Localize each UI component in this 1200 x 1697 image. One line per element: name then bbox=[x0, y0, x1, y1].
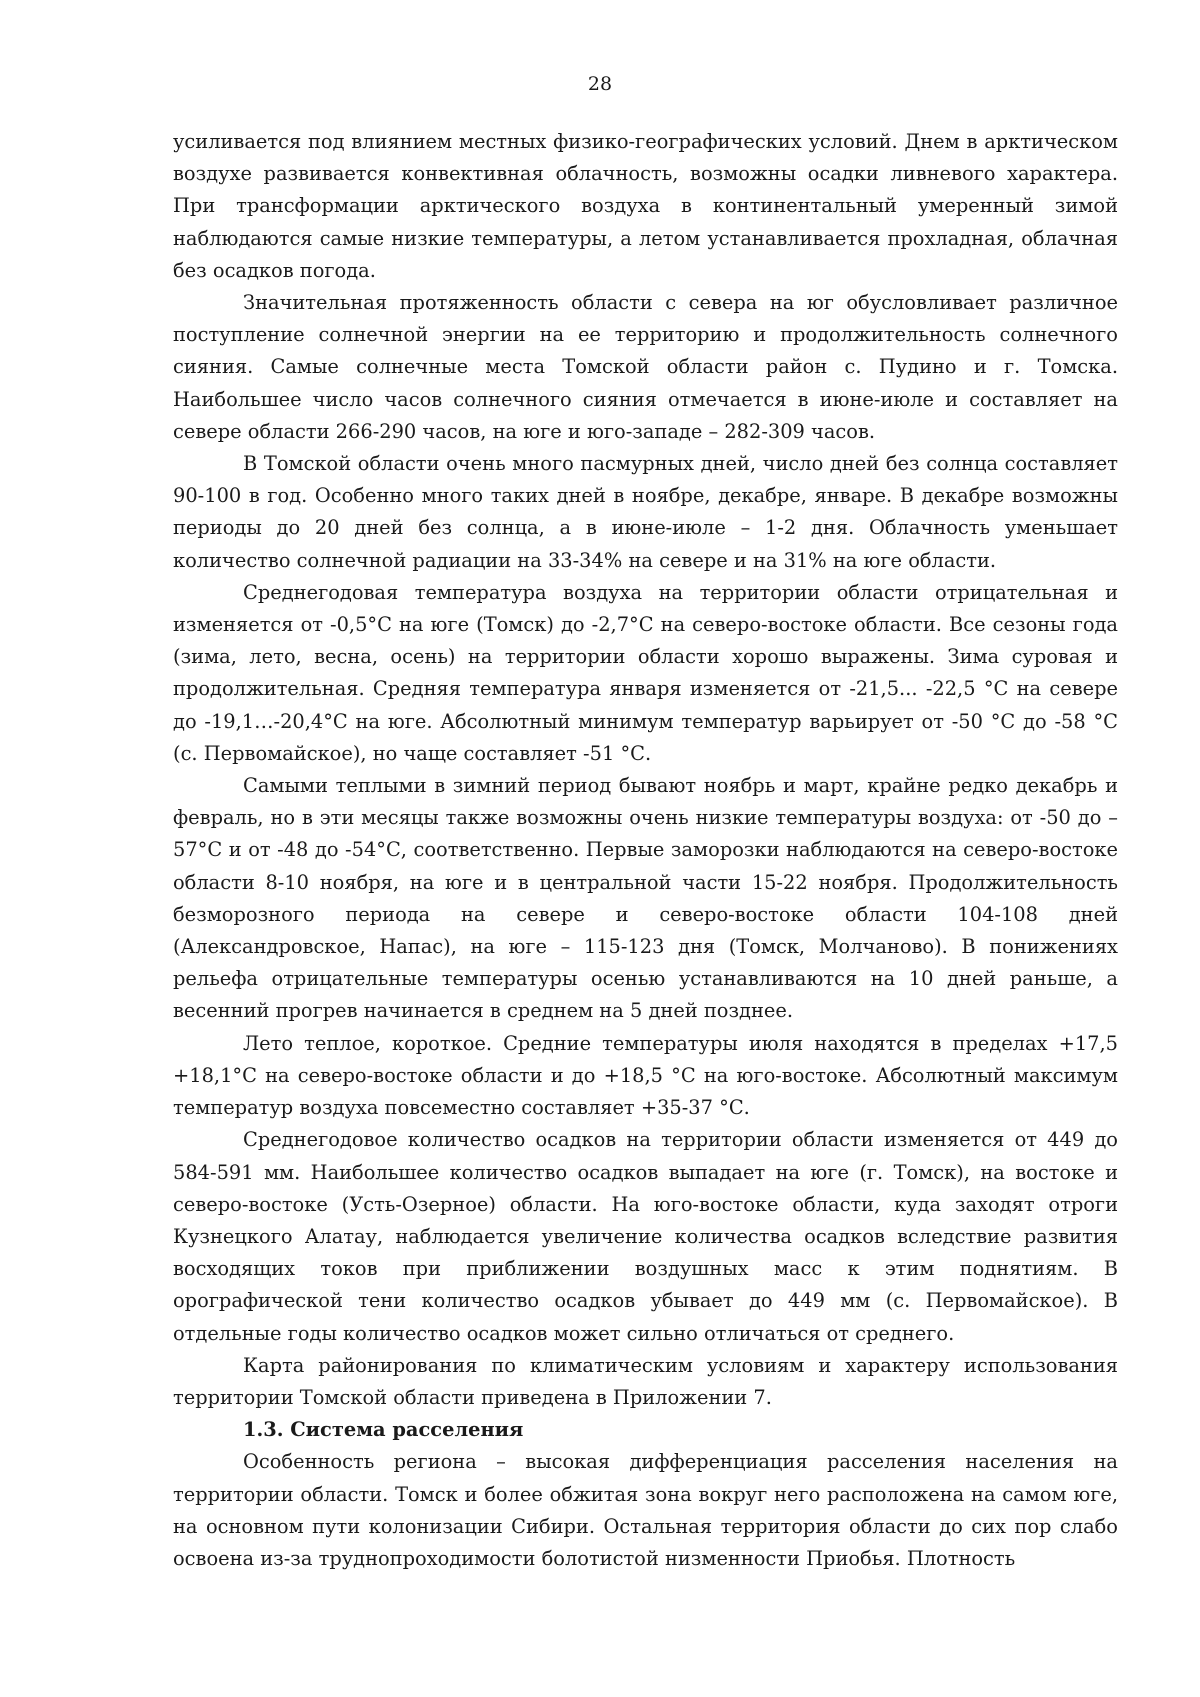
page-number: 28 bbox=[587, 73, 613, 95]
paragraph: Лето теплое, короткое. Средние температуры июля находятся в пределах +17,5 +18,1°С на северо-востоке области и до +18,5 °С на юго-востоке. Абсолютный максимум температур воздуха повсеместно составляет +35-37 °С. bbox=[173, 1031, 1118, 1120]
section-paragraph: Особенность региона – высокая дифференциация расселения населения на территории области. Томск и более обжитая зона вокруг него расположена на самом юге, на основном пути колонизации Сибири. Остальная территория области до сих пор слабо освоена из-за труднопроходимости болотистой низменности Приобья. Плотность bbox=[173, 1450, 1118, 1570]
section-heading: 1.3. Система расселения bbox=[243, 1418, 524, 1442]
paragraph: В Томской области очень много пасмурных дней, число дней без солнца составляет 90-100 в год. Особенно много таких дней в ноябре, декабре, январе. В декабре возможны периоды до 20 дней без солнца, а в июне-июле – 1-2 дня. Облачность уменьшает количество солнечной радиации на 33-34% на севере и на 31% на юге области. bbox=[173, 452, 1118, 572]
paragraph: Значительная протяженность области с севера на юг обусловливает различное поступление солнечной энергии на ее территорию и продолжительность солнечного сияния. Самые солнечные места Томской области район с. Пудино и г. Томска. Наибольшее число часов солнечного сияния отмечается в июне-июле и составляет на севере области 266-290 часов, на юге и юго-западе – 282-309 часов. bbox=[173, 291, 1118, 443]
document-body bbox=[173, 126, 1118, 1575]
paragraph-continuation: усиливается под влиянием местных физико-географических условий. Днем в арктическом воздухе развивается конвективная облачность, возможны осадки ливневого характера. При трансформации арктического воздуха в континентальный умеренный зимой наблюдаются самые низкие температуры, а летом устанавливается прохладная, облачная без осадков погода. bbox=[173, 130, 1118, 282]
paragraph: Карта районирования по климатическим условиям и характеру использования территории Томской области приведена в Приложении 7. bbox=[173, 1353, 1118, 1409]
paragraph: Среднегодовое количество осадков на территории области изменяется от 449 до 584-591 мм. Наибольшее количество осадков выпадает на юге (г. Томск), на востоке и северо-востоке (Усть-Озерное) области. На юго-востоке области, куда заходят отроги Кузнецкого Алатау, наблюдается увеличение количества осадков вследствие развития восходящих токов при приближении воздушных масс к этим поднятиям. В орографической тени количество осадков убывает до 449 мм (с. Первомайское). В отдельные годы количество осадков может сильно отличаться от среднего. bbox=[173, 1128, 1118, 1345]
paragraph: Среднегодовая температура воздуха на территории области отрицательная и изменяется от -0,5°С на юге (Томск) до -2,7°С на северо-востоке области. Все сезоны года (зима, лето, весна, осень) на территории области хорошо выражены. Зима суровая и продолжительная. Средняя температура января изменяется от -21,5... -22,5 °С на севере до -19,1…-20,4°С на юге. Абсолютный минимум температур варьирует от -50 °С до -58 °С (с. Первомайское), но чаще составляет -51 °С. bbox=[173, 580, 1118, 765]
paragraph: Самыми теплыми в зимний период бывают ноябрь и март, крайне редко декабрь и февраль, но в эти месяцы также возможны очень низкие температуры воздуха: от -50 до –57°С и от -48 до -54°С, соответственно. Первые заморозки наблюдаются на северо-востоке области 8-10 ноября, на юге и в центральной части 15-22 ноября. Продолжительность безморозного периода на севере и северо-востоке области 104-108 дней (Александровское, Напас), на юге – 115-123 дня (Томск, Молчаново). В понижениях рельефа отрицательные температуры осенью устанавливаются на 10 дней раньше, а весенний прогрев начинается в среднем на 5 дней позднее. bbox=[173, 774, 1118, 1023]
